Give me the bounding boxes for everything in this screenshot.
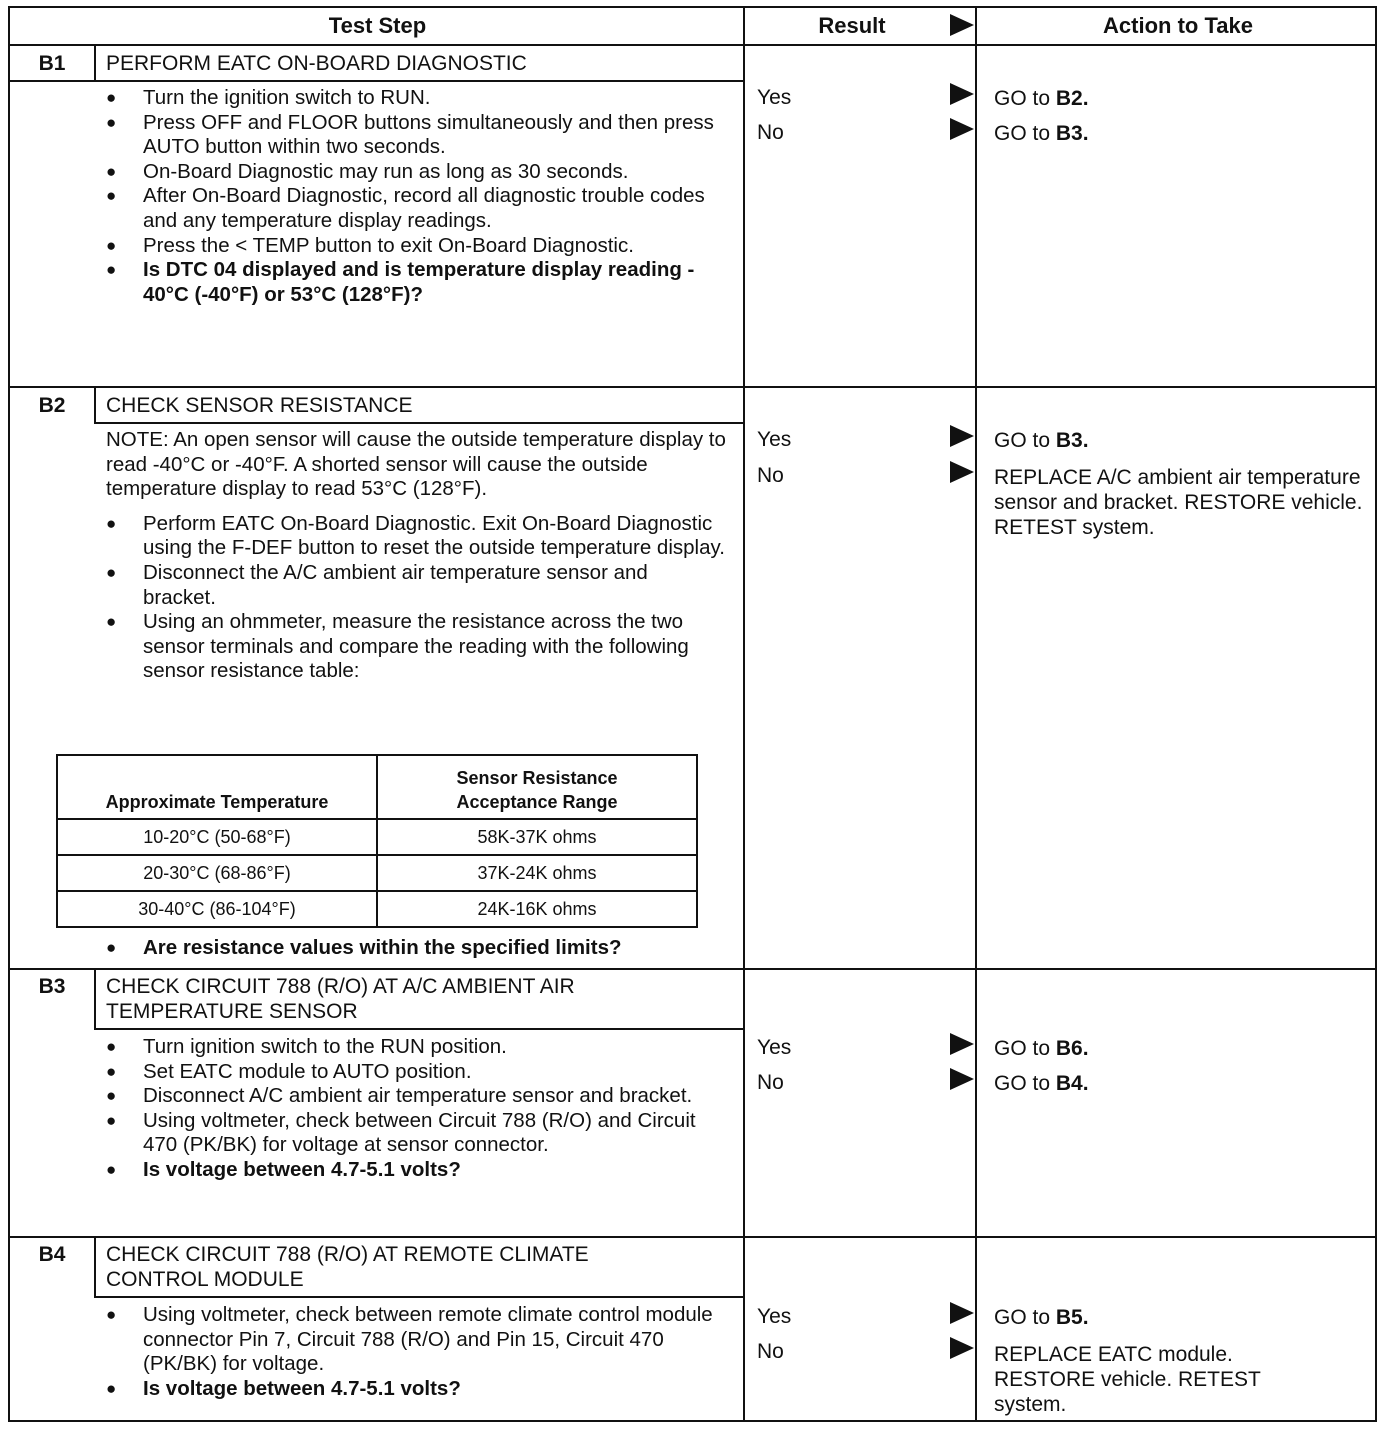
step-title-divider <box>94 1028 744 1030</box>
table-cell-temp: 20-30°C (68-86°F) <box>57 855 377 891</box>
header-test-step: Test Step <box>328 13 427 38</box>
table-cell-temp: 30-40°C (86-104°F) <box>57 891 377 927</box>
step-bullet: ● Set EATC module to AUTO position. <box>106 1060 726 1085</box>
step-id: B3 <box>38 975 66 998</box>
header-arrow-icon <box>950 14 974 36</box>
result-arrow-icon <box>950 1302 974 1324</box>
step-title-divider <box>94 1296 744 1298</box>
resistance-table-header: Sensor Resistance Acceptance Range <box>377 755 697 819</box>
action-text: GO to B5. <box>994 1306 1089 1329</box>
step-divider <box>10 968 1375 970</box>
result-arrow-icon <box>950 1033 974 1055</box>
step-bullet: ● Press OFF and FLOOR buttons simultaneously and then press AUTO button within two seconds. <box>106 111 726 160</box>
step-note: NOTE: An open sensor will cause the outside temperature display to read -40°C or -40°F. A shorted sensor will cause the outside temperature display to read 53°C (128°F). <box>106 428 726 501</box>
column-divider-result <box>743 8 745 1420</box>
step-bullet: ● On-Board Diagnostic may run as long as 30 seconds. <box>106 160 726 185</box>
step-body <box>106 428 726 684</box>
header-divider <box>10 44 1375 46</box>
result-yes: Yes <box>757 1036 792 1059</box>
step-body-question <box>106 936 726 961</box>
step-body <box>106 1303 726 1401</box>
table-cell-range: 24K-16K ohms <box>377 891 697 927</box>
result-arrow-icon <box>950 461 974 483</box>
step-bullet: ● Perform EATC On-Board Diagnostic. Exit On-Board Diagnostic using the F-DEF button to reset the outside temperature display. <box>106 512 726 561</box>
step-title-divider <box>94 80 744 82</box>
action-text: GO to B2. <box>994 87 1089 110</box>
result-yes: Yes <box>757 1305 792 1328</box>
result-arrow-icon <box>950 1068 974 1090</box>
step-id: B1 <box>38 52 66 75</box>
step-question: ● Is voltage between 4.7-5.1 volts? <box>106 1158 726 1183</box>
column-divider-action <box>975 8 977 1420</box>
step-bullet: ● Using voltmeter, check between remote climate control module connector Pin 7, Circuit 788 (R/O) and Pin 15, Circuit 470 (PK/BK) for voltage. <box>106 1303 726 1377</box>
result-arrow-icon <box>950 425 974 447</box>
step-id-divider <box>94 44 96 80</box>
action-text: GO to B4. <box>994 1072 1089 1095</box>
step-question: ● Is DTC 04 displayed and is temperature display reading - 40°C (-40°F) or 53°C (128°F)? <box>106 258 726 307</box>
action-text: GO to B6. <box>994 1037 1089 1060</box>
step-body <box>106 86 726 307</box>
step-id: B4 <box>38 1243 66 1266</box>
resistance-table <box>56 754 698 928</box>
step-bullet: ● After On-Board Diagnostic, record all diagnostic trouble codes and any temperature display readings. <box>106 184 726 233</box>
diagnostic-table <box>8 6 1377 1422</box>
step-id-divider <box>94 1236 96 1296</box>
result-no: No <box>757 1071 784 1094</box>
result-arrow-icon <box>950 83 974 105</box>
table-row <box>57 891 697 927</box>
action-text: GO to B3. <box>994 122 1089 145</box>
step-title: CHECK CIRCUIT 788 (R/O) AT REMOTE CLIMATE CONTROL MODULE <box>106 1243 589 1291</box>
step-bullet: ● Disconnect A/C ambient air temperature sensor and bracket. <box>106 1084 726 1109</box>
result-arrow-icon <box>950 118 974 140</box>
step-body <box>106 1035 726 1183</box>
step-id-divider <box>94 386 96 422</box>
step-id-divider <box>94 968 96 1028</box>
action-text: REPLACE A/C ambient air temperature sensor and bracket. RESTORE vehicle. RETEST system. <box>994 466 1363 539</box>
table-row <box>57 819 697 855</box>
table-row <box>57 855 697 891</box>
result-yes: Yes <box>757 428 792 451</box>
step-bullet: ● Using an ohmmeter, measure the resistance across the two sensor terminals and compare the reading with the following sensor resistance table: <box>106 610 726 684</box>
step-question: ● Is voltage between 4.7-5.1 volts? <box>106 1377 726 1402</box>
step-question: ● Are resistance values within the specified limits? <box>106 936 726 961</box>
result-yes: Yes <box>757 86 792 109</box>
action-text: GO to B3. <box>994 429 1089 452</box>
step-title: PERFORM EATC ON-BOARD DIAGNOSTIC <box>106 52 527 75</box>
table-cell-temp: 10-20°C (50-68°F) <box>57 819 377 855</box>
result-arrow-icon <box>950 1337 974 1359</box>
result-no: No <box>757 121 784 144</box>
action-text: REPLACE EATC module. RESTORE vehicle. RETEST system. <box>994 1343 1261 1416</box>
result-no: No <box>757 464 784 487</box>
header-action: Action to Take <box>1103 13 1253 38</box>
step-title: CHECK SENSOR RESISTANCE <box>106 394 413 417</box>
table-cell-range: 37K-24K ohms <box>377 855 697 891</box>
step-bullet: ● Turn the ignition switch to RUN. <box>106 86 726 111</box>
step-bullet: ● Disconnect the A/C ambient air temperature sensor and bracket. <box>106 561 726 610</box>
step-bullet: ● Using voltmeter, check between Circuit 788 (R/O) and Circuit 470 (PK/BK) for voltage at sensor connector. <box>106 1109 726 1158</box>
header-result: Result <box>818 13 886 38</box>
step-id: B2 <box>38 394 66 417</box>
table-cell-range: 58K-37K ohms <box>377 819 697 855</box>
step-bullet: ● Press the < TEMP button to exit On-Board Diagnostic. <box>106 234 726 259</box>
step-title-divider-left <box>10 80 94 82</box>
step-title: CHECK CIRCUIT 788 (R/O) AT A/C AMBIENT AIR TEMPERATURE SENSOR <box>106 975 575 1023</box>
result-no: No <box>757 1340 784 1363</box>
step-bullet: ● Turn ignition switch to the RUN position. <box>106 1035 726 1060</box>
step-divider <box>10 1236 1375 1238</box>
step-divider <box>10 386 1375 388</box>
step-title-divider <box>94 422 744 424</box>
resistance-table-header: Approximate Temperature <box>57 755 377 819</box>
